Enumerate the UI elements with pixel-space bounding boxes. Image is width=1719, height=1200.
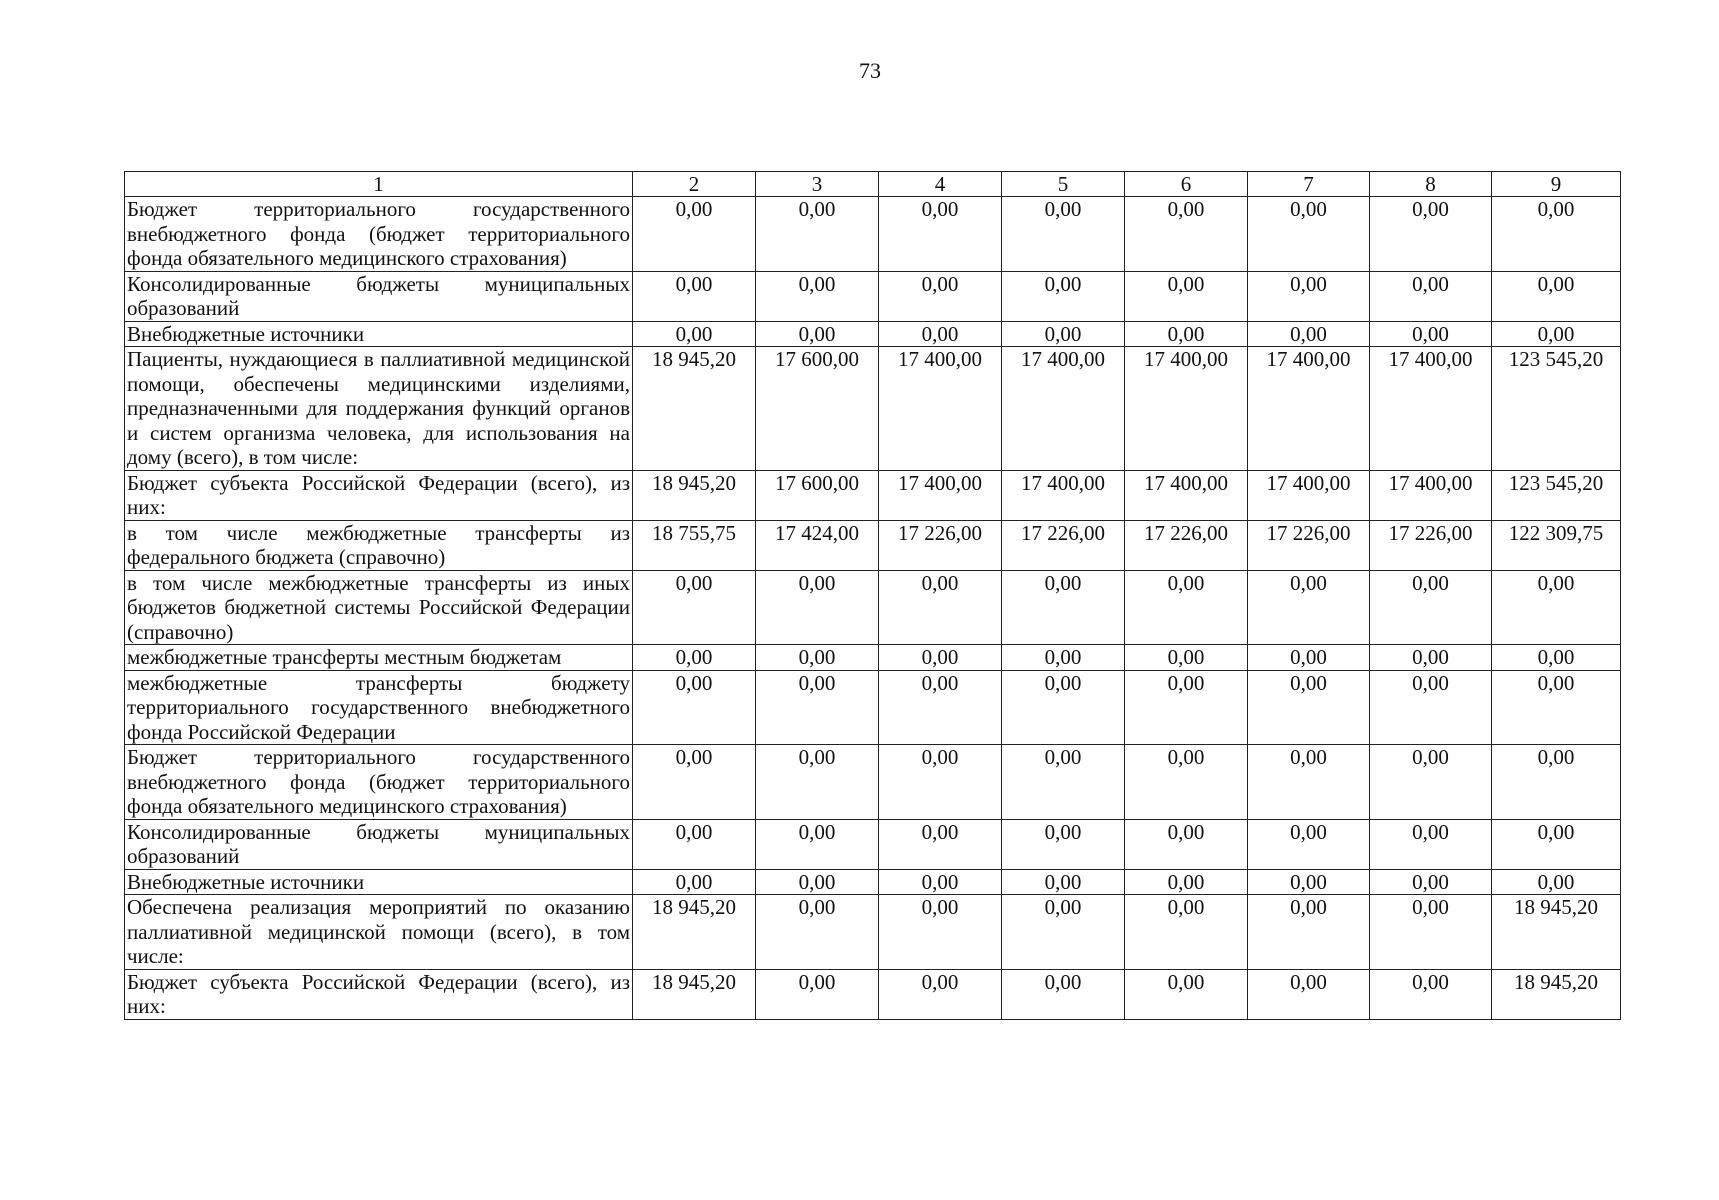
value-cell-col-3: 0,00 (756, 745, 879, 820)
value-cell-col-5: 0,00 (1002, 969, 1125, 1019)
column-header-2: 2 (633, 172, 756, 197)
value-cell-col-5: 17 400,00 (1002, 470, 1125, 520)
value-cell-col-6: 0,00 (1125, 645, 1248, 671)
value-cell-col-7: 0,00 (1248, 819, 1370, 869)
table-row (125, 321, 1621, 347)
row-label: Обеспечена реализация мероприятий по оказанию паллиативной медицинской помощи (всего), в том числе: (125, 895, 633, 970)
value-cell-col-6: 17 400,00 (1125, 347, 1248, 471)
value-cell-col-6: 0,00 (1125, 869, 1248, 895)
value-cell-col-8: 0,00 (1370, 819, 1492, 869)
value-cell-col-6: 0,00 (1125, 819, 1248, 869)
value-cell-col-3: 0,00 (756, 670, 879, 745)
value-cell-col-5: 17 226,00 (1002, 520, 1125, 570)
value-cell-col-5: 17 400,00 (1002, 347, 1125, 471)
budget-table (124, 171, 1621, 1020)
value-cell-col-4: 0,00 (879, 645, 1002, 671)
value-cell-col-9: 123 545,20 (1492, 470, 1621, 520)
value-cell-col-9: 0,00 (1492, 271, 1621, 321)
value-cell-col-4: 0,00 (879, 670, 1002, 745)
value-cell-col-5: 0,00 (1002, 271, 1125, 321)
value-cell-col-6: 17 400,00 (1125, 470, 1248, 520)
value-cell-col-2: 18 945,20 (633, 470, 756, 520)
row-label: межбюджетные трансферты местным бюджетам (125, 645, 633, 671)
table-row (125, 895, 1621, 970)
row-label: Внебюджетные источники (125, 321, 633, 347)
value-cell-col-5: 0,00 (1002, 321, 1125, 347)
value-cell-col-9: 0,00 (1492, 645, 1621, 671)
value-cell-col-9: 0,00 (1492, 670, 1621, 745)
value-cell-col-2: 0,00 (633, 745, 756, 820)
value-cell-col-8: 0,00 (1370, 745, 1492, 820)
row-label: Бюджет территориального государственного внебюджетного фонда (бюджет территориального фонда обязательного медицинского страхования) (125, 745, 633, 820)
table-row (125, 645, 1621, 671)
value-cell-col-4: 0,00 (879, 969, 1002, 1019)
value-cell-col-3: 0,00 (756, 197, 879, 272)
value-cell-col-7: 0,00 (1248, 745, 1370, 820)
value-cell-col-7: 17 226,00 (1248, 520, 1370, 570)
table-row (125, 745, 1621, 820)
table-body (125, 197, 1621, 1020)
value-cell-col-4: 17 400,00 (879, 347, 1002, 471)
value-cell-col-2: 0,00 (633, 570, 756, 645)
value-cell-col-2: 0,00 (633, 321, 756, 347)
value-cell-col-6: 0,00 (1125, 271, 1248, 321)
value-cell-col-7: 0,00 (1248, 869, 1370, 895)
value-cell-col-2: 18 945,20 (633, 969, 756, 1019)
value-cell-col-8: 0,00 (1370, 197, 1492, 272)
value-cell-col-3: 0,00 (756, 969, 879, 1019)
value-cell-col-4: 17 400,00 (879, 470, 1002, 520)
value-cell-col-4: 0,00 (879, 197, 1002, 272)
value-cell-col-9: 0,00 (1492, 197, 1621, 272)
value-cell-col-4: 0,00 (879, 895, 1002, 970)
value-cell-col-7: 0,00 (1248, 321, 1370, 347)
value-cell-col-4: 0,00 (879, 321, 1002, 347)
value-cell-col-9: 0,00 (1492, 819, 1621, 869)
value-cell-col-4: 0,00 (879, 570, 1002, 645)
value-cell-col-5: 0,00 (1002, 670, 1125, 745)
column-header-6: 6 (1125, 172, 1248, 197)
value-cell-col-8: 0,00 (1370, 895, 1492, 970)
column-header-4: 4 (879, 172, 1002, 197)
value-cell-col-3: 17 600,00 (756, 347, 879, 471)
row-label: Внебюджетные источники (125, 869, 633, 895)
value-cell-col-8: 0,00 (1370, 670, 1492, 745)
table-row (125, 347, 1621, 471)
table-row (125, 969, 1621, 1019)
table-row (125, 570, 1621, 645)
column-header-1: 1 (125, 172, 633, 197)
value-cell-col-2: 0,00 (633, 670, 756, 745)
value-cell-col-4: 0,00 (879, 745, 1002, 820)
row-label: Бюджет субъекта Российской Федерации (всего), из них: (125, 969, 633, 1019)
row-label: Бюджет субъекта Российской Федерации (всего), из них: (125, 470, 633, 520)
table-row (125, 470, 1621, 520)
value-cell-col-8: 0,00 (1370, 321, 1492, 347)
value-cell-col-5: 0,00 (1002, 819, 1125, 869)
value-cell-col-7: 0,00 (1248, 271, 1370, 321)
value-cell-col-3: 17 600,00 (756, 470, 879, 520)
value-cell-col-5: 0,00 (1002, 869, 1125, 895)
value-cell-col-3: 17 424,00 (756, 520, 879, 570)
value-cell-col-8: 0,00 (1370, 271, 1492, 321)
value-cell-col-3: 0,00 (756, 819, 879, 869)
value-cell-col-6: 0,00 (1125, 670, 1248, 745)
value-cell-col-9: 18 945,20 (1492, 895, 1621, 970)
value-cell-col-9: 0,00 (1492, 745, 1621, 820)
value-cell-col-4: 0,00 (879, 869, 1002, 895)
value-cell-col-2: 0,00 (633, 271, 756, 321)
column-header-9: 9 (1492, 172, 1621, 197)
column-header-8: 8 (1370, 172, 1492, 197)
value-cell-col-3: 0,00 (756, 895, 879, 970)
value-cell-col-4: 17 226,00 (879, 520, 1002, 570)
value-cell-col-2: 0,00 (633, 819, 756, 869)
value-cell-col-3: 0,00 (756, 869, 879, 895)
value-cell-col-5: 0,00 (1002, 197, 1125, 272)
value-cell-col-6: 0,00 (1125, 197, 1248, 272)
value-cell-col-6: 0,00 (1125, 969, 1248, 1019)
value-cell-col-7: 17 400,00 (1248, 347, 1370, 471)
value-cell-col-3: 0,00 (756, 321, 879, 347)
value-cell-col-7: 0,00 (1248, 670, 1370, 745)
row-label: Бюджет территориального государственного внебюджетного фонда (бюджет территориального фонда обязательного медицинского страхования) (125, 197, 633, 272)
value-cell-col-7: 0,00 (1248, 570, 1370, 645)
value-cell-col-3: 0,00 (756, 645, 879, 671)
value-cell-col-6: 0,00 (1125, 745, 1248, 820)
value-cell-col-6: 0,00 (1125, 570, 1248, 645)
value-cell-col-9: 18 945,20 (1492, 969, 1621, 1019)
value-cell-col-7: 0,00 (1248, 645, 1370, 671)
table-header (125, 172, 1621, 197)
table-row (125, 670, 1621, 745)
row-label: межбюджетные трансферты бюджету территориального государственного внебюджетного фонда Российской Федерации (125, 670, 633, 745)
value-cell-col-3: 0,00 (756, 570, 879, 645)
value-cell-col-7: 17 400,00 (1248, 470, 1370, 520)
table-row (125, 869, 1621, 895)
value-cell-col-9: 122 309,75 (1492, 520, 1621, 570)
value-cell-col-4: 0,00 (879, 271, 1002, 321)
value-cell-col-8: 17 400,00 (1370, 347, 1492, 471)
column-header-5: 5 (1002, 172, 1125, 197)
value-cell-col-4: 0,00 (879, 819, 1002, 869)
value-cell-col-5: 0,00 (1002, 570, 1125, 645)
value-cell-col-6: 17 226,00 (1125, 520, 1248, 570)
row-label: Пациенты, нуждающиеся в паллиативной медицинской помощи, обеспечены медицинскими изделиями, предназначенными для поддержания функций органов и систем организма человека, для использования на дому (всего), в том числе: (125, 347, 633, 471)
value-cell-col-2: 18 755,75 (633, 520, 756, 570)
value-cell-col-9: 0,00 (1492, 321, 1621, 347)
row-label: в том числе межбюджетные трансферты из федерального бюджета (справочно) (125, 520, 633, 570)
value-cell-col-8: 17 226,00 (1370, 520, 1492, 570)
value-cell-col-2: 0,00 (633, 197, 756, 272)
table-row (125, 819, 1621, 869)
value-cell-col-9: 0,00 (1492, 869, 1621, 895)
value-cell-col-7: 0,00 (1248, 895, 1370, 970)
value-cell-col-9: 123 545,20 (1492, 347, 1621, 471)
value-cell-col-9: 0,00 (1492, 570, 1621, 645)
value-cell-col-5: 0,00 (1002, 645, 1125, 671)
value-cell-col-7: 0,00 (1248, 969, 1370, 1019)
column-header-7: 7 (1248, 172, 1370, 197)
table-row (125, 520, 1621, 570)
column-header-3: 3 (756, 172, 879, 197)
value-cell-col-8: 0,00 (1370, 645, 1492, 671)
table-row (125, 271, 1621, 321)
value-cell-col-2: 0,00 (633, 869, 756, 895)
value-cell-col-7: 0,00 (1248, 197, 1370, 272)
value-cell-col-2: 18 945,20 (633, 347, 756, 471)
value-cell-col-8: 17 400,00 (1370, 470, 1492, 520)
header-row (125, 172, 1621, 197)
value-cell-col-2: 18 945,20 (633, 895, 756, 970)
value-cell-col-5: 0,00 (1002, 895, 1125, 970)
row-label: в том числе межбюджетные трансферты из иных бюджетов бюджетной системы Российской Федерации (справочно) (125, 570, 633, 645)
row-label: Консолидированные бюджеты муниципальных образований (125, 819, 633, 869)
value-cell-col-5: 0,00 (1002, 745, 1125, 820)
value-cell-col-2: 0,00 (633, 645, 756, 671)
value-cell-col-8: 0,00 (1370, 869, 1492, 895)
value-cell-col-3: 0,00 (756, 271, 879, 321)
value-cell-col-8: 0,00 (1370, 969, 1492, 1019)
row-label: Консолидированные бюджеты муниципальных образований (125, 271, 633, 321)
table-row (125, 197, 1621, 272)
value-cell-col-6: 0,00 (1125, 321, 1248, 347)
value-cell-col-8: 0,00 (1370, 570, 1492, 645)
page-number: 73 (859, 58, 881, 83)
value-cell-col-6: 0,00 (1125, 895, 1248, 970)
